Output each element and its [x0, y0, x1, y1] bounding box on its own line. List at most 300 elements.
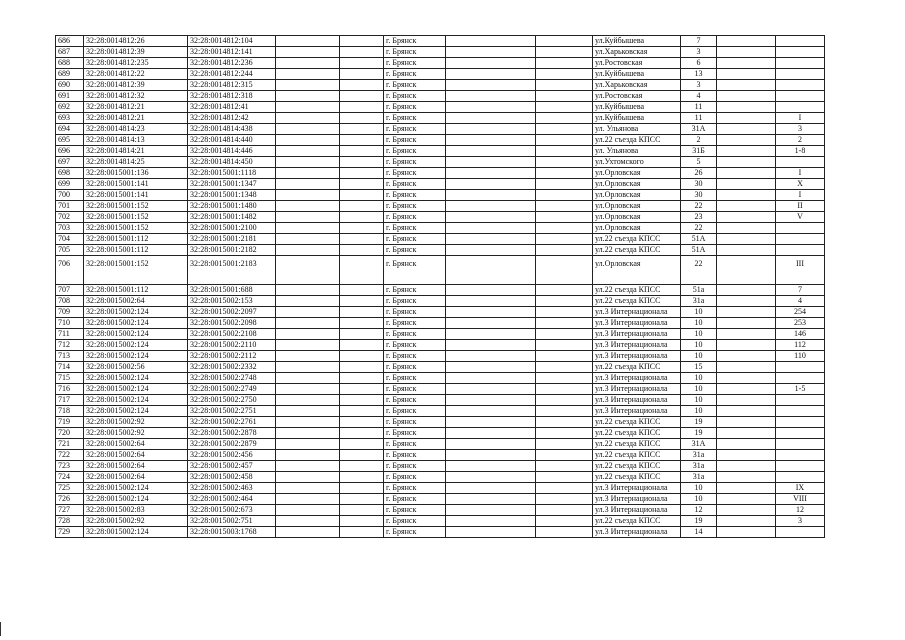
cell-empty: [276, 461, 340, 472]
cell-street: ул.Куйбышева: [593, 102, 681, 113]
cell-cadastral-number: 32:28:0015001:2183: [188, 256, 276, 285]
cell-empty: [446, 417, 536, 428]
table-row: [56, 157, 825, 168]
cell-empty: [446, 373, 536, 384]
table-row: [56, 124, 825, 135]
cell-empty: [446, 47, 536, 58]
cell-empty: [340, 256, 384, 285]
cell-empty: [340, 201, 384, 212]
cell-cadastral-number: 32:28:0014814:450: [188, 157, 276, 168]
cell-row-number: 724: [56, 472, 84, 483]
cell-empty: [446, 362, 536, 373]
cell-house-number: 10: [681, 494, 717, 505]
cell-row-number: 729: [56, 527, 84, 538]
cell-city: г. Брянск: [384, 201, 446, 212]
cell-empty: [536, 285, 593, 296]
cell-house-number: 11: [681, 113, 717, 124]
cell-empty: [717, 472, 776, 483]
cell-empty: [717, 245, 776, 256]
cell-house-number: 10: [681, 384, 717, 395]
cell-house-number: 26: [681, 168, 717, 179]
cell-street: ул.22 съезда КПСС: [593, 450, 681, 461]
cell-quarter-number: 32:28:0015002:124: [84, 329, 188, 340]
cell-empty: [276, 223, 340, 234]
cell-cadastral-number: 32:28:0015002:2332: [188, 362, 276, 373]
cell-cadastral-number: 32:28:0015002:2751: [188, 406, 276, 417]
cell-empty: [536, 395, 593, 406]
cell-room-number: [776, 157, 825, 168]
cell-city: г. Брянск: [384, 472, 446, 483]
cell-empty: [536, 362, 593, 373]
cell-empty: [276, 157, 340, 168]
cell-cadastral-number: 32:28:0015002:2878: [188, 428, 276, 439]
cell-empty: [276, 351, 340, 362]
cell-row-number: 713: [56, 351, 84, 362]
cell-quarter-number: 32:28:0014814:21: [84, 146, 188, 157]
cell-quarter-number: 32:28:0015002:124: [84, 373, 188, 384]
cell-room-number: [776, 91, 825, 102]
cell-row-number: 701: [56, 201, 84, 212]
cell-empty: [276, 329, 340, 340]
cell-empty: [276, 395, 340, 406]
cell-room-number: 12: [776, 505, 825, 516]
cell-quarter-number: 32:28:0014814:25: [84, 157, 188, 168]
cell-city: г. Брянск: [384, 373, 446, 384]
cell-empty: [276, 245, 340, 256]
cell-city: г. Брянск: [384, 384, 446, 395]
table-row: [56, 329, 825, 340]
cell-city: г. Брянск: [384, 146, 446, 157]
cell-house-number: 3: [681, 47, 717, 58]
cell-city: г. Брянск: [384, 428, 446, 439]
cell-row-number: 704: [56, 234, 84, 245]
cell-street: ул.22 съезда КПСС: [593, 135, 681, 146]
cell-cadastral-number: 32:28:0015001:1347: [188, 179, 276, 190]
cell-empty: [276, 340, 340, 351]
cell-city: г. Брянск: [384, 234, 446, 245]
cell-street: ул.3 Интернационала: [593, 384, 681, 395]
cell-empty: [340, 461, 384, 472]
cell-empty: [536, 472, 593, 483]
cell-house-number: 15: [681, 362, 717, 373]
cell-city: г. Брянск: [384, 461, 446, 472]
cell-street: ул.Орловская: [593, 168, 681, 179]
cell-cadastral-number: 32:28:0015002:456: [188, 450, 276, 461]
cell-city: г. Брянск: [384, 212, 446, 223]
cell-quarter-number: 32:28:0015002:124: [84, 395, 188, 406]
cell-city: г. Брянск: [384, 318, 446, 329]
cell-empty: [340, 450, 384, 461]
table-row: [56, 318, 825, 329]
cell-house-number: 10: [681, 351, 717, 362]
cell-empty: [340, 373, 384, 384]
cell-empty: [717, 91, 776, 102]
cell-house-number: 12: [681, 505, 717, 516]
cell-empty: [536, 113, 593, 124]
cell-empty: [276, 527, 340, 538]
cell-cadastral-number: 32:28:0015001:688: [188, 285, 276, 296]
table-row: [56, 102, 825, 113]
cell-empty: [276, 190, 340, 201]
cell-street: ул.Куйбышева: [593, 113, 681, 124]
table-row: [56, 450, 825, 461]
cell-room-number: [776, 428, 825, 439]
cell-room-number: 253: [776, 318, 825, 329]
cell-street: ул.22 съезда КПСС: [593, 245, 681, 256]
cell-empty: [536, 483, 593, 494]
table-row: [56, 296, 825, 307]
cell-empty: [340, 135, 384, 146]
cell-row-number: 694: [56, 124, 84, 135]
cell-empty: [717, 80, 776, 91]
cell-street: ул.Орловская: [593, 223, 681, 234]
table-row: [56, 439, 825, 450]
cell-empty: [446, 483, 536, 494]
table-row: [56, 146, 825, 157]
cell-cadastral-number: 32:28:0015002:2748: [188, 373, 276, 384]
cell-empty: [717, 285, 776, 296]
cell-empty: [717, 58, 776, 69]
cell-cadastral-number: 32:28:0015002:457: [188, 461, 276, 472]
cell-house-number: 31Б: [681, 146, 717, 157]
cell-cadastral-number: 32:28:0015002:2110: [188, 340, 276, 351]
cell-quarter-number: 32:28:0015002:64: [84, 461, 188, 472]
cell-row-number: 714: [56, 362, 84, 373]
table-row: [56, 80, 825, 91]
cell-house-number: 19: [681, 428, 717, 439]
cell-house-number: 2: [681, 135, 717, 146]
cell-cadastral-number: 32:28:0015002:673: [188, 505, 276, 516]
cell-room-number: 146: [776, 329, 825, 340]
cell-room-number: I: [776, 113, 825, 124]
cell-quarter-number: 32:28:0015002:56: [84, 362, 188, 373]
cell-empty: [717, 124, 776, 135]
cell-row-number: 728: [56, 516, 84, 527]
table-row: [56, 505, 825, 516]
cell-cadastral-number: 32:28:0015001:1480: [188, 201, 276, 212]
cell-empty: [717, 417, 776, 428]
cell-quarter-number: 32:28:0014812:235: [84, 58, 188, 69]
cell-empty: [340, 494, 384, 505]
table-row: [56, 113, 825, 124]
cell-cadastral-number: 32:28:0015001:2100: [188, 223, 276, 234]
cell-empty: [536, 256, 593, 285]
cell-house-number: 10: [681, 318, 717, 329]
cell-empty: [536, 505, 593, 516]
cell-quarter-number: 32:28:0015002:124: [84, 406, 188, 417]
cell-empty: [536, 201, 593, 212]
cell-room-number: [776, 395, 825, 406]
cell-street: ул.Ростовская: [593, 91, 681, 102]
cell-empty: [446, 285, 536, 296]
table-row: [56, 406, 825, 417]
cell-empty: [536, 307, 593, 318]
cell-city: г. Брянск: [384, 168, 446, 179]
cell-empty: [340, 124, 384, 135]
cell-room-number: I: [776, 168, 825, 179]
cell-quarter-number: 32:28:0014812:21: [84, 102, 188, 113]
cell-quarter-number: 32:28:0015001:136: [84, 168, 188, 179]
cell-cadastral-number: 32:28:0015002:2761: [188, 417, 276, 428]
cell-empty: [340, 36, 384, 47]
cell-empty: [536, 450, 593, 461]
cell-quarter-number: 32:28:0015001:152: [84, 201, 188, 212]
cell-empty: [340, 168, 384, 179]
cell-empty: [446, 146, 536, 157]
cell-empty: [446, 461, 536, 472]
cell-quarter-number: 32:28:0015002:92: [84, 516, 188, 527]
cell-row-number: 705: [56, 245, 84, 256]
cell-empty: [717, 406, 776, 417]
cell-city: г. Брянск: [384, 36, 446, 47]
cell-quarter-number: 32:28:0015001:141: [84, 190, 188, 201]
table-row: [56, 245, 825, 256]
cell-street: ул.3 Интернационала: [593, 318, 681, 329]
cell-empty: [340, 58, 384, 69]
cell-room-number: X: [776, 179, 825, 190]
table-row: [56, 307, 825, 318]
cell-empty: [536, 36, 593, 47]
cell-empty: [536, 135, 593, 146]
cell-row-number: 689: [56, 69, 84, 80]
cell-empty: [717, 296, 776, 307]
cell-city: г. Брянск: [384, 483, 446, 494]
cell-empty: [276, 439, 340, 450]
cell-room-number: [776, 461, 825, 472]
cell-house-number: 31а: [681, 450, 717, 461]
cell-empty: [536, 91, 593, 102]
cell-quarter-number: 32:28:0015001:152: [84, 212, 188, 223]
cell-empty: [536, 373, 593, 384]
cell-room-number: [776, 80, 825, 91]
cell-empty: [446, 179, 536, 190]
cell-street: ул.3 Интернационала: [593, 340, 681, 351]
cell-cadastral-number: 32:28:0015001:1348: [188, 190, 276, 201]
cell-cadastral-number: 32:28:0015002:2098: [188, 318, 276, 329]
cell-cadastral-number: 32:28:0015002:153: [188, 296, 276, 307]
cell-cadastral-number: 32:28:0015002:2097: [188, 307, 276, 318]
cell-quarter-number: 32:28:0015002:64: [84, 450, 188, 461]
cell-empty: [446, 168, 536, 179]
cell-empty: [276, 450, 340, 461]
cell-empty: [340, 223, 384, 234]
cell-city: г. Брянск: [384, 417, 446, 428]
cell-street: ул.Орловская: [593, 256, 681, 285]
table-row: [56, 384, 825, 395]
cell-quarter-number: 32:28:0015002:124: [84, 340, 188, 351]
cell-empty: [276, 168, 340, 179]
cell-empty: [536, 384, 593, 395]
cell-row-number: 692: [56, 102, 84, 113]
cell-street: ул.Орловская: [593, 201, 681, 212]
cell-empty: [340, 483, 384, 494]
cell-empty: [446, 256, 536, 285]
cell-empty: [276, 296, 340, 307]
cell-row-number: 693: [56, 113, 84, 124]
cell-empty: [536, 494, 593, 505]
cell-cadastral-number: 32:28:0015001:1118: [188, 168, 276, 179]
cell-city: г. Брянск: [384, 91, 446, 102]
cell-city: г. Брянск: [384, 505, 446, 516]
cell-empty: [276, 80, 340, 91]
cell-row-number: 703: [56, 223, 84, 234]
cell-empty: [276, 234, 340, 245]
cell-street: ул.3 Интернационала: [593, 527, 681, 538]
cell-house-number: 22: [681, 201, 717, 212]
cell-house-number: 10: [681, 340, 717, 351]
cell-street: ул.3 Интернационала: [593, 395, 681, 406]
cell-room-number: II: [776, 201, 825, 212]
cell-empty: [536, 102, 593, 113]
cell-street: ул.Куйбышева: [593, 36, 681, 47]
cell-empty: [446, 494, 536, 505]
cell-row-number: 688: [56, 58, 84, 69]
cell-empty: [340, 362, 384, 373]
table-row: [56, 223, 825, 234]
cell-empty: [340, 428, 384, 439]
cell-empty: [276, 113, 340, 124]
table-row: [56, 234, 825, 245]
cell-empty: [536, 461, 593, 472]
cell-empty: [446, 80, 536, 91]
cell-quarter-number: 32:28:0014812:39: [84, 47, 188, 58]
table-row: [56, 494, 825, 505]
cell-empty: [276, 373, 340, 384]
cell-empty: [536, 146, 593, 157]
cell-room-number: III: [776, 256, 825, 285]
cell-row-number: 706: [56, 256, 84, 285]
cell-quarter-number: 32:28:0015002:124: [84, 307, 188, 318]
cell-empty: [717, 461, 776, 472]
cell-empty: [276, 179, 340, 190]
cell-quarter-number: 32:28:0015002:124: [84, 494, 188, 505]
cell-cadastral-number: 32:28:0014812:41: [188, 102, 276, 113]
cell-empty: [717, 329, 776, 340]
cell-street: ул.22 съезда КПСС: [593, 417, 681, 428]
cell-cadastral-number: 32:28:0015001:2181: [188, 234, 276, 245]
cell-house-number: 31а: [681, 296, 717, 307]
cell-city: г. Брянск: [384, 124, 446, 135]
table-row: [56, 190, 825, 201]
cell-quarter-number: 32:28:0015002:83: [84, 505, 188, 516]
cell-row-number: 717: [56, 395, 84, 406]
cell-house-number: 51А: [681, 245, 717, 256]
cell-street: ул.3 Интернационала: [593, 494, 681, 505]
cell-street: ул. Ульянова: [593, 146, 681, 157]
cell-house-number: 31а: [681, 461, 717, 472]
cell-empty: [276, 212, 340, 223]
cell-street: ул.Куйбышева: [593, 69, 681, 80]
cell-row-number: 687: [56, 47, 84, 58]
cell-empty: [717, 340, 776, 351]
cell-quarter-number: 32:28:0014814:13: [84, 135, 188, 146]
cell-house-number: 31а: [681, 472, 717, 483]
cell-city: г. Брянск: [384, 179, 446, 190]
cell-cadastral-number: 32:28:0014812:236: [188, 58, 276, 69]
cell-row-number: 696: [56, 146, 84, 157]
cell-empty: [276, 146, 340, 157]
cell-street: ул.Харьковская: [593, 47, 681, 58]
cell-city: г. Брянск: [384, 527, 446, 538]
cell-room-number: [776, 36, 825, 47]
cell-empty: [340, 329, 384, 340]
cell-empty: [717, 505, 776, 516]
cell-empty: [340, 340, 384, 351]
table-row: [56, 527, 825, 538]
cell-row-number: 700: [56, 190, 84, 201]
cell-quarter-number: 32:28:0015001:152: [84, 223, 188, 234]
cell-empty: [446, 395, 536, 406]
table-row: [56, 212, 825, 223]
cell-city: г. Брянск: [384, 439, 446, 450]
cell-house-number: 13: [681, 69, 717, 80]
cell-empty: [717, 179, 776, 190]
cell-row-number: 719: [56, 417, 84, 428]
cell-empty: [536, 245, 593, 256]
cell-room-number: [776, 245, 825, 256]
cell-row-number: 702: [56, 212, 84, 223]
cell-row-number: 723: [56, 461, 84, 472]
table-row: [56, 395, 825, 406]
cell-city: г. Брянск: [384, 190, 446, 201]
table-row: [56, 351, 825, 362]
cell-house-number: 51А: [681, 234, 717, 245]
cell-cadastral-number: 32:28:0015002:2112: [188, 351, 276, 362]
cell-city: г. Брянск: [384, 47, 446, 58]
cell-room-number: 1-8: [776, 146, 825, 157]
cell-empty: [536, 190, 593, 201]
cell-city: г. Брянск: [384, 296, 446, 307]
cell-empty: [340, 406, 384, 417]
cell-empty: [446, 223, 536, 234]
cell-empty: [536, 340, 593, 351]
cell-street: ул.22 съезда КПСС: [593, 234, 681, 245]
cell-empty: [446, 36, 536, 47]
cell-empty: [446, 113, 536, 124]
cell-city: г. Брянск: [384, 102, 446, 113]
cell-room-number: 4: [776, 296, 825, 307]
cell-empty: [717, 384, 776, 395]
cell-empty: [340, 146, 384, 157]
cell-empty: [717, 362, 776, 373]
cell-house-number: 11: [681, 102, 717, 113]
table-row: [56, 179, 825, 190]
cell-empty: [446, 102, 536, 113]
cell-empty: [340, 113, 384, 124]
cell-room-number: [776, 373, 825, 384]
cell-empty: [717, 373, 776, 384]
cell-quarter-number: 32:28:0015001:112: [84, 234, 188, 245]
cell-row-number: 720: [56, 428, 84, 439]
cell-empty: [446, 58, 536, 69]
cell-empty: [717, 146, 776, 157]
cell-empty: [276, 428, 340, 439]
cell-quarter-number: 32:28:0014814:23: [84, 124, 188, 135]
cell-empty: [340, 307, 384, 318]
cell-empty: [536, 157, 593, 168]
cell-quarter-number: 32:28:0015002:124: [84, 384, 188, 395]
cell-empty: [446, 124, 536, 135]
cell-empty: [340, 516, 384, 527]
cell-empty: [717, 113, 776, 124]
table-row: [56, 516, 825, 527]
cell-quarter-number: 32:28:0014812:21: [84, 113, 188, 124]
cell-empty: [446, 516, 536, 527]
table-row: [56, 36, 825, 47]
cell-quarter-number: 32:28:0015001:112: [84, 245, 188, 256]
table-row: [56, 428, 825, 439]
cell-cadastral-number: 32:28:0014812:141: [188, 47, 276, 58]
